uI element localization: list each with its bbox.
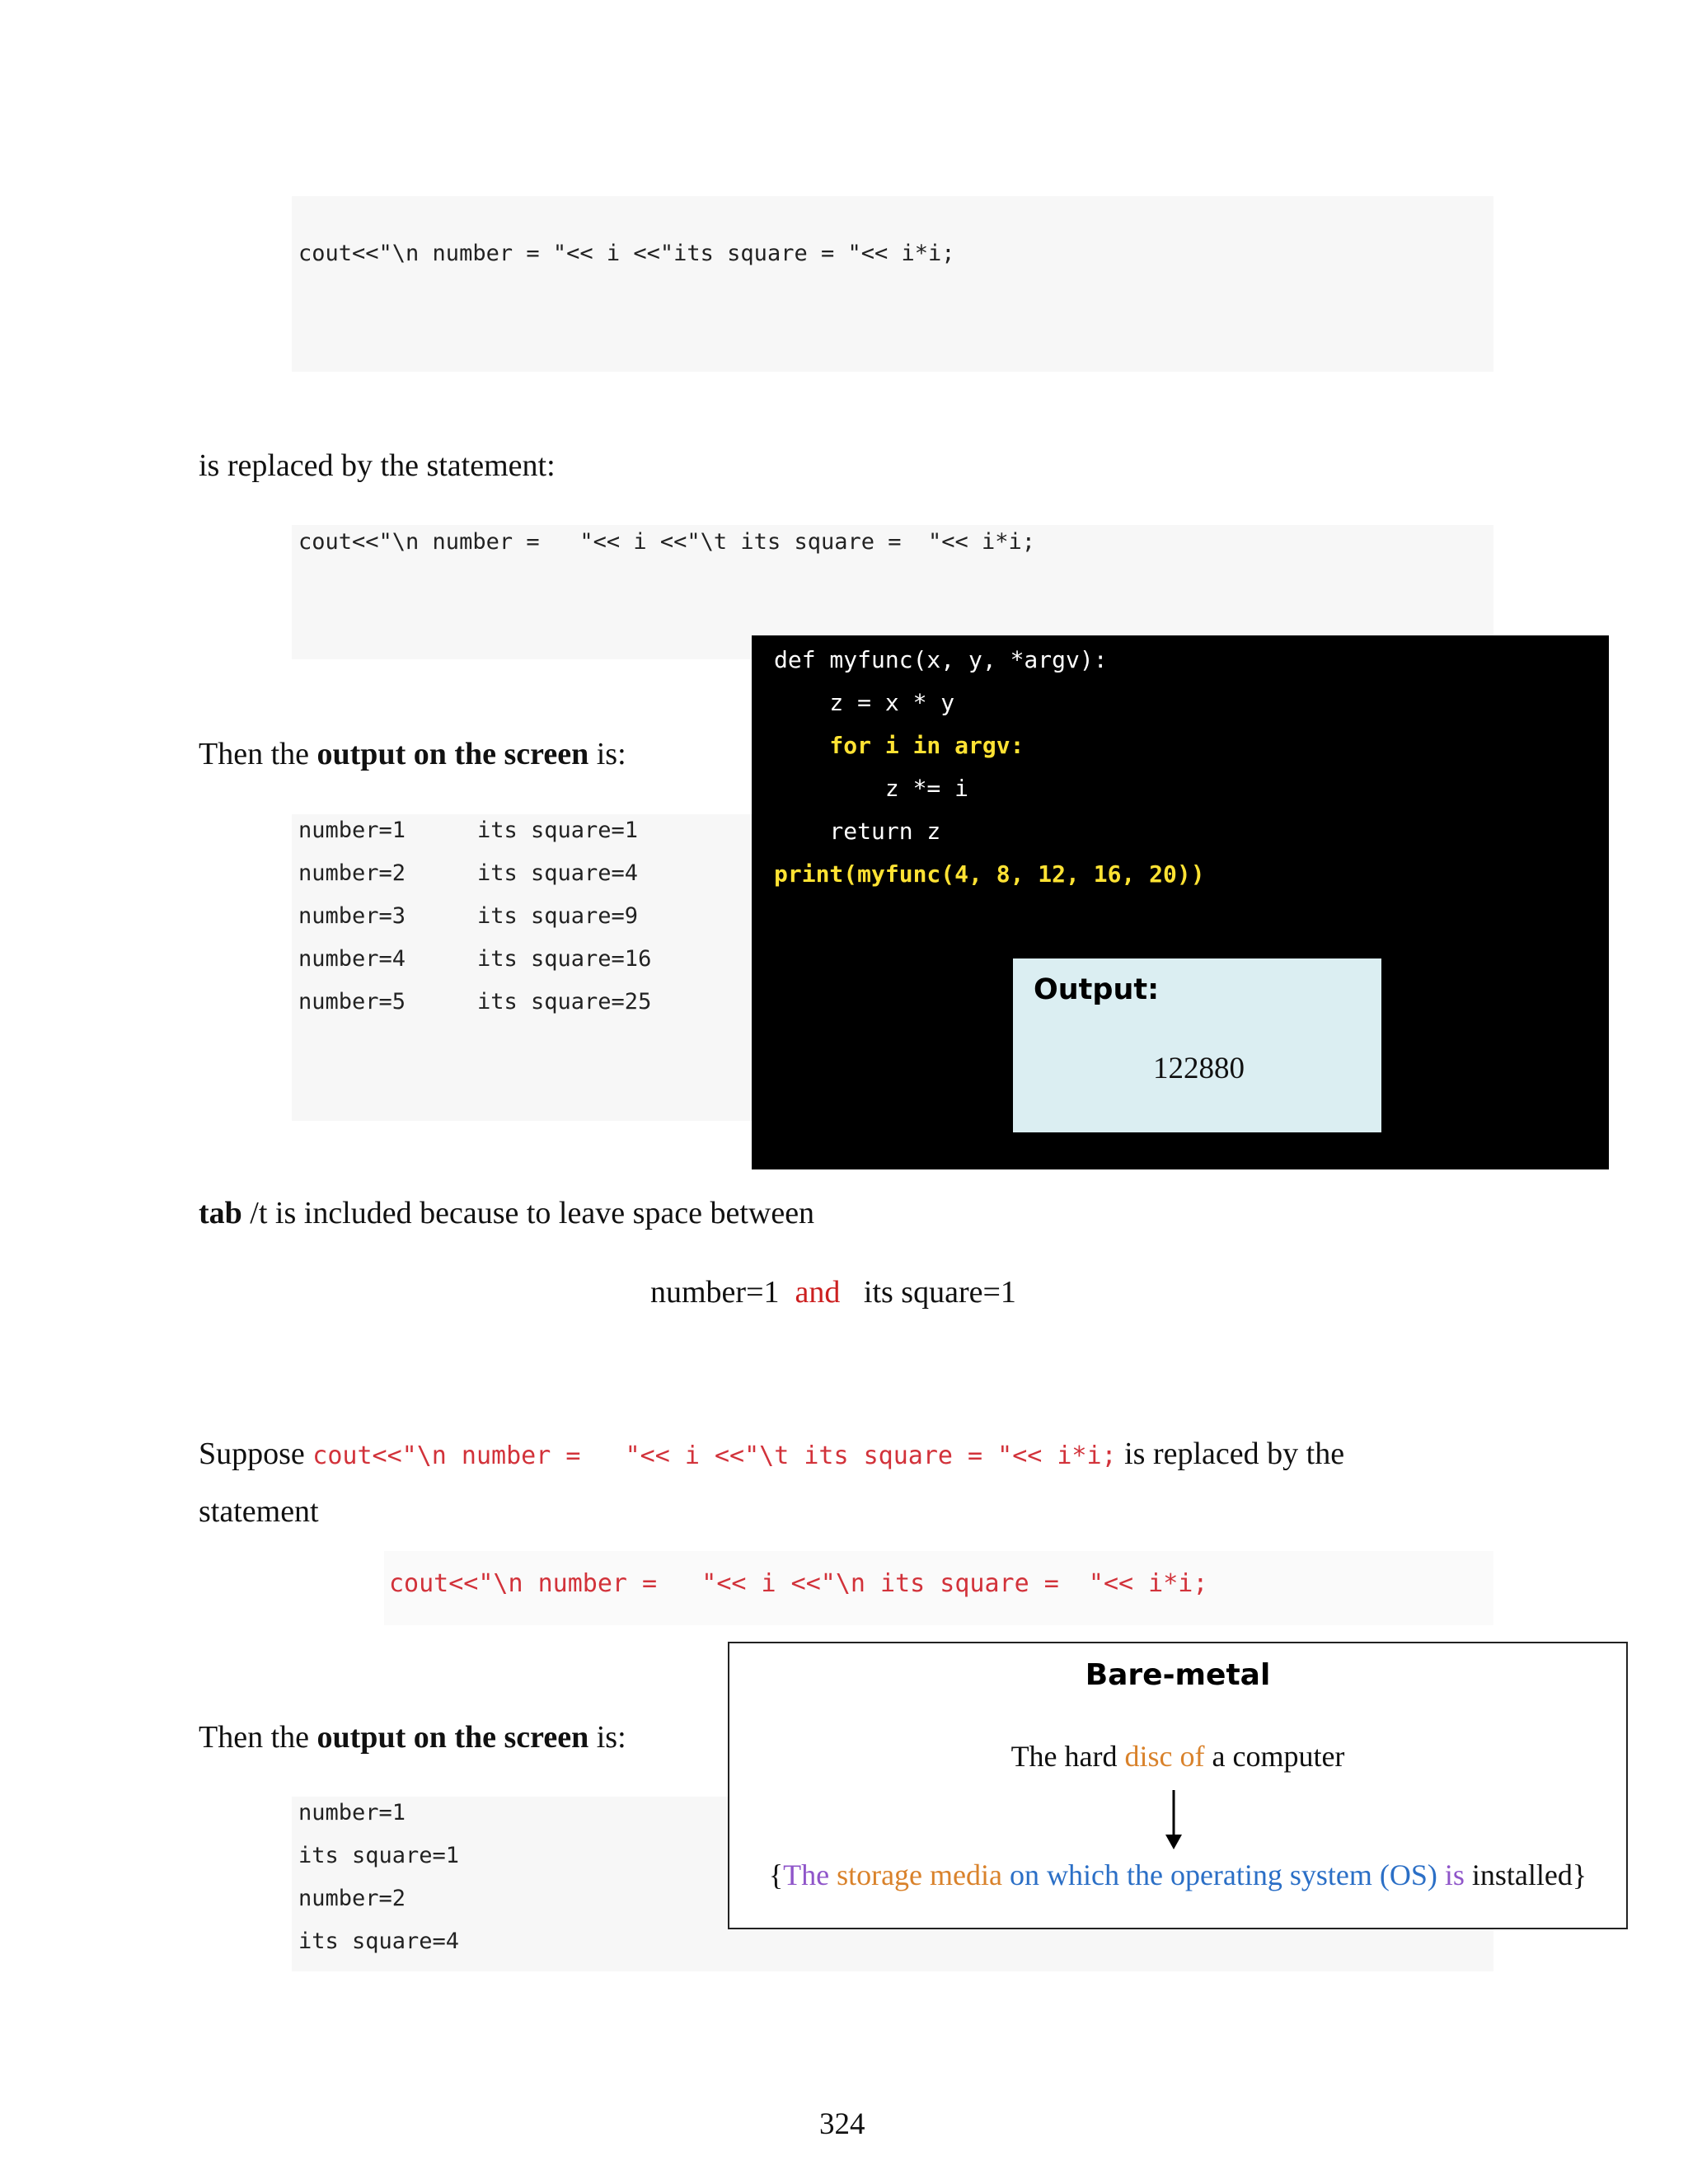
python-code-line-highlighted: for i in argv: xyxy=(774,732,1025,759)
output-list-item: number=1 xyxy=(298,1800,406,1825)
output-label: Output: xyxy=(1034,973,1160,1006)
code-line-1: cout<<"\n number = "<< i <<"its square = "<< i*i; xyxy=(298,241,955,266)
python-code-line: def myfunc(x, y, *argv): xyxy=(774,646,1108,673)
python-code-line: z = x * y xyxy=(774,689,955,716)
bare-metal-title: Bare-metal xyxy=(1085,1658,1271,1692)
output-row-number: number=5 xyxy=(298,989,406,1015)
tab-note: tab /t is included because to leave space between xyxy=(199,1196,815,1230)
output-box xyxy=(1013,958,1381,1132)
tab-example-right: its square=1 xyxy=(863,1275,1016,1310)
output-value: 122880 xyxy=(1153,1052,1245,1085)
paragraph-replaced: is replaced by the statement: xyxy=(199,448,556,483)
output-row-square: its square=16 xyxy=(477,946,652,972)
output-row-square: its square=25 xyxy=(477,989,652,1015)
output-row-square: its square=4 xyxy=(477,860,639,886)
output-heading-1: Then the output on the screen is: xyxy=(199,737,626,771)
output-row-number: number=3 xyxy=(298,903,406,929)
tab-example-left: number=1 xyxy=(650,1275,780,1310)
output-list-item: number=2 xyxy=(298,1886,406,1911)
output-row-number: number=1 xyxy=(298,818,406,843)
suppose-line-1: Suppose cout<<"\n number = "<< i <<"\t its square = "<< i*i; is replaced by the xyxy=(199,1436,1345,1471)
page-number: 324 xyxy=(819,2107,865,2141)
code-block-1 xyxy=(292,196,1493,372)
output-list-item: its square=1 xyxy=(298,1843,460,1868)
python-code-line-highlighted: print(myfunc(4, 8, 12, 16, 20)) xyxy=(774,860,1205,888)
python-code-line: z *= i xyxy=(774,775,969,802)
code-line-2: cout<<"\n number = "<< i <<"\t its square = "<< i*i; xyxy=(298,529,1036,555)
python-code-line: return z xyxy=(774,818,941,845)
output-row-number: number=2 xyxy=(298,860,406,886)
suppose-code: cout<<"\n number = "<< i <<"\t its square = "<< i*i; xyxy=(312,1441,1117,1470)
output-row-square: its square=9 xyxy=(477,903,639,929)
output-row-square: its square=1 xyxy=(477,818,639,843)
code-line-3: cout<<"\n number = "<< i <<"\n its square = "<< i*i; xyxy=(389,1569,1208,1598)
output-list-item: its square=4 xyxy=(298,1929,460,1954)
suppose-line-2: statement xyxy=(199,1494,319,1529)
bare-metal-box xyxy=(728,1642,1628,1929)
arrow-down-icon xyxy=(1161,1790,1186,1852)
tab-example-and: and xyxy=(795,1275,841,1310)
output-row-number: number=4 xyxy=(298,946,406,972)
python-code-panel xyxy=(752,635,1609,1169)
tab-example xyxy=(650,1274,1016,1310)
bare-metal-line-2: {The storage media on which the operating system (OS) is installed} xyxy=(768,1858,1587,1891)
output-heading-2: Then the output on the screen is: xyxy=(199,1720,626,1755)
bare-metal-line-1: The hard disc of a computer xyxy=(1010,1740,1345,1773)
